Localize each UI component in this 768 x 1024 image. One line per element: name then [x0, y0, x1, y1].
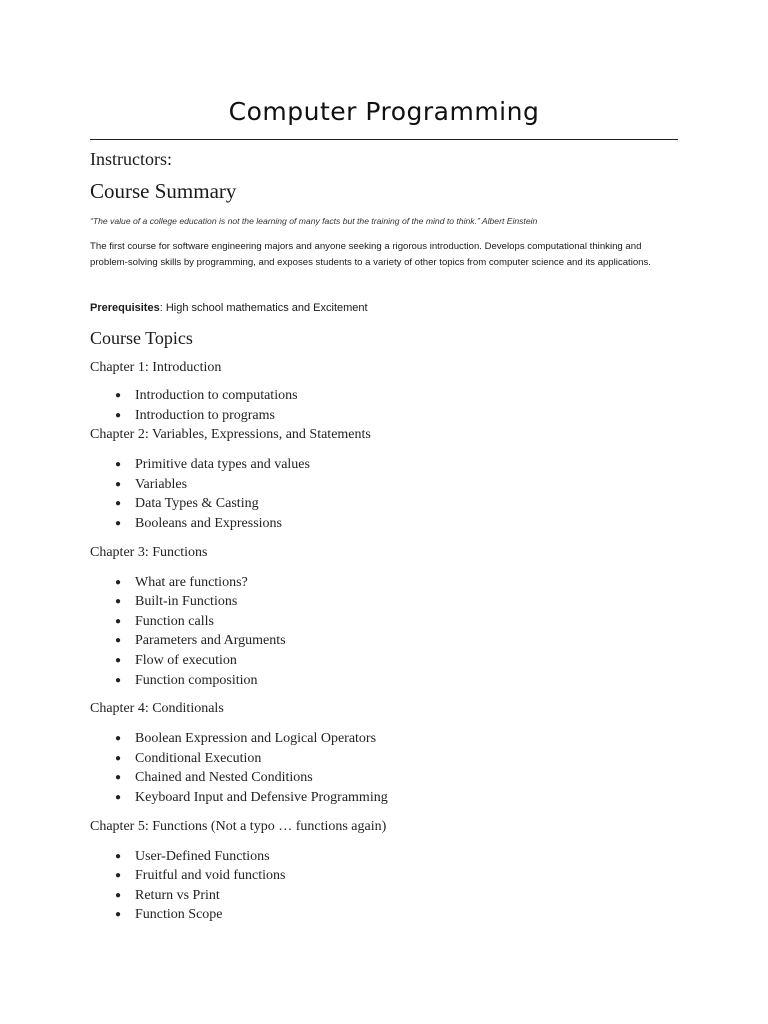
topic-label: Function calls	[135, 613, 214, 629]
list-item	[90, 905, 678, 925]
list-item	[90, 847, 678, 867]
list-item	[90, 671, 678, 691]
topic-label: Conditional Execution	[135, 750, 262, 766]
topic-label: Keyboard Input and Defensive Programming	[135, 789, 388, 805]
list-item	[90, 592, 678, 612]
course-summary-heading: Course Summary	[90, 179, 237, 203]
list-item	[90, 514, 678, 534]
bullet-icon: ●	[115, 498, 122, 510]
bullet-icon: ●	[115, 517, 122, 529]
chapter-title: Chapter 4: Conditionals	[90, 701, 224, 717]
bullet-icon: ●	[115, 478, 122, 490]
topic-label: Booleans and Expressions	[135, 515, 282, 531]
bullet-icon: ●	[115, 791, 122, 803]
topic-label: Data Types & Casting	[135, 496, 259, 512]
bullet-icon: ●	[115, 870, 122, 882]
bullet-icon: ●	[115, 909, 122, 921]
list-item	[90, 886, 678, 906]
topic-label: Return vs Print	[135, 887, 220, 903]
prerequisites-value: : High school mathematics and Excitement	[159, 302, 368, 314]
bullet-icon: ●	[115, 615, 122, 627]
topic-label: Variables	[135, 476, 188, 492]
topic-label: Function Scope	[135, 907, 223, 923]
list-item	[90, 386, 678, 406]
chapter-list	[90, 358, 678, 925]
topic-label: Fruitful and void functions	[135, 868, 286, 884]
prerequisites-label: Prerequisites	[90, 302, 160, 314]
bullet-icon: ●	[115, 596, 122, 608]
bullet-icon: ●	[115, 889, 122, 901]
list-item	[90, 406, 678, 426]
topic-label: Primitive data types and values	[135, 457, 310, 473]
topic-label: Built-in Functions	[135, 594, 238, 610]
topic-label: Boolean Expression and Logical Operators	[135, 731, 377, 747]
topic-label: Chained and Nested Conditions	[135, 770, 313, 786]
list-item	[90, 788, 678, 808]
topic-label: Parameters and Arguments	[135, 633, 286, 649]
title-divider	[90, 139, 678, 140]
list-item	[90, 749, 678, 769]
topic-label: User-Defined Functions	[135, 848, 270, 864]
list-item	[90, 475, 678, 495]
prerequisites-line	[90, 302, 368, 314]
course-topics-heading: Course Topics	[90, 328, 193, 348]
bullet-icon: ●	[115, 390, 122, 401]
topic-list	[90, 455, 678, 533]
bullet-icon: ●	[115, 635, 122, 647]
topic-label: Function composition	[135, 672, 258, 688]
chapter-title: Chapter 1: Introduction	[90, 360, 222, 375]
bullet-icon: ●	[115, 654, 122, 666]
topic-list	[90, 729, 678, 807]
chapter-title: Chapter 5: Functions (Not a typo … functions again)	[90, 818, 387, 834]
instructors-heading: Instructors:	[90, 149, 172, 169]
chapter-title: Chapter 3: Functions	[90, 544, 208, 560]
bullet-icon: ●	[115, 850, 122, 862]
course-summary-text: The first course for software engineering majors and anyone seeking a rigorous introduction. Develops computational thinking and problem-solving skills by programming, and exposes students to a variety of other topics from computer science and its applications.	[90, 241, 651, 268]
bullet-icon: ●	[115, 752, 122, 764]
list-item	[90, 729, 678, 749]
bullet-icon: ●	[115, 409, 122, 421]
list-item	[90, 612, 678, 632]
list-item	[90, 651, 678, 671]
topic-label: Introduction to computations	[135, 388, 298, 403]
bullet-icon: ●	[115, 459, 122, 471]
topic-label: Introduction to programs	[135, 407, 275, 423]
list-item	[90, 768, 678, 788]
list-item	[90, 866, 678, 886]
topic-list	[90, 573, 678, 691]
bullet-icon: ●	[115, 772, 122, 784]
topic-list	[90, 386, 678, 425]
list-item	[90, 455, 678, 475]
einstein-quote: “The value of a college education is not the learning of many facts but the training of the mind to think.” Albert Einstein	[90, 216, 538, 226]
bullet-icon: ●	[115, 674, 122, 686]
topic-label: Flow of execution	[135, 652, 237, 668]
list-item	[90, 494, 678, 514]
topic-list	[90, 847, 678, 925]
chapter-title: Chapter 2: Variables, Expressions, and Statements	[90, 427, 371, 443]
list-item	[90, 573, 678, 593]
list-item	[90, 631, 678, 651]
topic-label: What are functions?	[135, 574, 248, 590]
bullet-icon: ●	[115, 733, 122, 745]
bullet-icon: ●	[115, 576, 122, 588]
page-title: Computer Programming	[228, 97, 540, 126]
